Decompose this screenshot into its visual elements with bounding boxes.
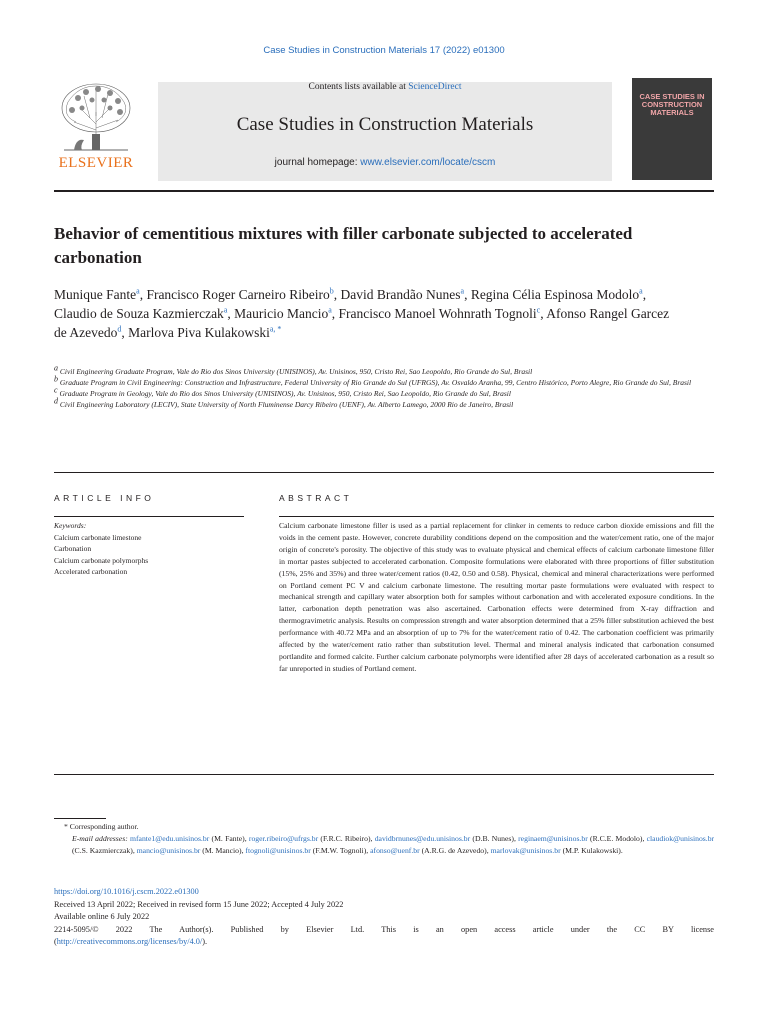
email-owner: (F.M.W. Tognoli)	[312, 846, 367, 855]
author-separator: ,	[540, 306, 547, 321]
affiliation	[54, 396, 714, 410]
affiliation	[54, 374, 714, 388]
email-owner: (A.R.G. de Azevedo)	[421, 846, 487, 855]
homepage-link[interactable]: www.elsevier.com/locate/cscm	[360, 157, 496, 168]
license-open: (	[54, 937, 57, 946]
author-name[interactable]: Afonso Rangel Garcez de Azevedo	[54, 306, 670, 340]
journal-homepage	[158, 157, 612, 168]
header-divider	[54, 190, 714, 192]
keyword-list	[54, 532, 254, 578]
affiliation-key: c	[54, 385, 58, 395]
email-owner: (F.R.C. Ribeiro)	[320, 834, 371, 843]
elsevier-wordmark: ELSEVIER	[58, 155, 134, 171]
footnote-divider	[54, 818, 106, 819]
homepage-prefix: journal homepage:	[274, 157, 361, 168]
affiliation-marker[interactable]: a	[460, 286, 465, 296]
affiliation-marker[interactable]: a, *	[269, 324, 282, 334]
affiliation-marker[interactable]: b	[329, 286, 334, 296]
affiliation-marker[interactable]: a	[328, 305, 332, 315]
email-link[interactable]: marlovak@unisinos.br	[490, 846, 561, 855]
keywords-label: Keywords:	[54, 521, 87, 530]
author-separator: ,	[227, 306, 235, 321]
author-name[interactable]: Francisco Roger Carneiro Ribeiro	[146, 287, 330, 302]
author-separator: ,	[464, 287, 471, 302]
affiliation-text: Graduate Program in Civil Engineering: Construction and Infrastructure, Federal University of Rio Grande do Sul (UFRGS), Av. Osvaldo Aranha, 99, Centro Histórico, Porto Alegre, Rio Grande do Sul, Brasil	[59, 378, 692, 387]
keywords-block	[54, 520, 254, 578]
abstract-text: Calcium carbonate limestone filler is used as a partial replacement for clinker in cements to reduce carbon dioxide emissions and fill the voids in the cement paste. However, concrete durability conditions depend on the composition and the water/cement ratio, one of the major origin of concrete's porosity. The objective of this study was to evaluate physical and chemical effects of calcium carbonate limestone filler in mortar pastes subjected to accelerated carbonation. Composite formulations were elaborated with three proportions of filler substitution (15%, 25% and 35%) and three water/cement ratios (0.42, 0.50 and 0.58). Physical, chemical and mineral characterizations were performed on Portland cement PC V and calcium carbonate limestone. The resulting mortar paste formulations were evaluated with respect to mechanical strength and capillary water absorption both for samples without carbonation and with accelerated exposure conditions. In the latter, carbonation depth penetration was also ascertained. Carbonation effects were determined from X-ray diffraction and thermogravimetric analysis. Results on compression strength and water absorption determined that a 25% filler substitution achieved the best performance with 40.72 MPa and an absorption of up to 7% for the water/cement ratio of 0.42. The carbonation coefficient was primarily affected by the water/cement ratio rather than substitution level. Thermal and mineral analysis indicated that carbonation consumed portlandite and formed calcite. Further calcium carbonate polymorphs were identified after 28 days of accelerated carbonation as a result so far unreported in studies of Portland cement.	[279, 521, 714, 673]
divider	[279, 516, 714, 517]
email-link[interactable]: davidbrnunes@edu.unisinos.br	[374, 834, 471, 843]
author-separator: ,	[333, 287, 341, 302]
affiliation-marker[interactable]: c	[536, 305, 541, 315]
divider	[54, 516, 244, 517]
author-name[interactable]: David Brandão Nunes	[340, 287, 461, 302]
author-name[interactable]: Marlova Piva Kulakowski	[128, 325, 270, 340]
contents-prefix: Contents lists available at	[308, 82, 409, 92]
email-link[interactable]: roger.ribeiro@ufrgs.br	[248, 834, 319, 843]
abstract-heading: ABSTRACT	[279, 493, 353, 503]
email-owner: (C.S. Kazmierczak)	[72, 846, 133, 855]
journal-title: Case Studies in Construction Materials	[236, 114, 534, 135]
affiliation-marker[interactable]: a	[223, 305, 228, 315]
email-link[interactable]: mancio@unisinos.br	[136, 846, 201, 855]
email-link[interactable]: mfante1@edu.unisinos.br	[130, 834, 210, 843]
keyword: Calcium carbonate polymorphs	[54, 555, 149, 565]
author-separator: ,	[121, 325, 129, 340]
email-owner: (M.P. Kulakowski).	[562, 846, 623, 855]
affiliation-key: a	[54, 363, 58, 373]
corresponding-author-note: * Corresponding author.	[64, 822, 139, 831]
author-name[interactable]: Claudio de Souza Kazmierczak	[54, 306, 224, 321]
keyword: Carbonation	[54, 544, 92, 553]
affiliation-marker[interactable]: a	[639, 286, 643, 296]
affiliation-text: Civil Engineering Laboratory (LECIV), State University of North Fluminense Darcy Ribeiro (UENF), Av. Alberto Lamego, 2000 Rio de Janeiro, Brasil	[59, 400, 514, 409]
license-line: 2214-5095/© 2022 The Author(s). Published by Elsevier Ltd. This is an open access article under the CC BY license	[54, 924, 714, 934]
author-name[interactable]: Regina Célia Espinosa Modolo	[470, 287, 640, 302]
publication-info	[54, 886, 714, 949]
affiliation	[54, 385, 714, 399]
sciencedirect-link[interactable]: ScienceDirect	[408, 82, 462, 92]
affiliation-key: b	[54, 374, 58, 384]
email-owner: (M. Fante)	[211, 834, 245, 843]
available-online: Available online 6 July 2022	[54, 912, 150, 921]
email-link[interactable]: afonso@uenf.br	[370, 846, 420, 855]
author-list	[54, 285, 674, 342]
affiliation-key: d	[54, 396, 58, 406]
license-link-line	[54, 936, 714, 949]
divider	[54, 774, 714, 775]
affiliation-text: Civil Engineering Graduate Program, Vale do Rio dos Sinos University (UNISINOS), Av. Unisinos, 950, Cristo Rei, Sao Leopoldo, Rio Grande do Sul, Brasil	[59, 367, 533, 376]
email-link[interactable]: ftognoli@unisinos.br	[245, 846, 311, 855]
email-label: E-mail addresses:	[72, 834, 128, 843]
footnotes	[54, 821, 714, 857]
article-info-heading: ARTICLE INFO	[54, 493, 155, 503]
keyword: Accelerated carbonation	[54, 567, 128, 576]
contents-line	[158, 82, 612, 92]
article-title: Behavior of cementitious mixtures with filler carbonate subjected to accelerated carbonation	[54, 224, 633, 267]
affiliation-text: Graduate Program in Geology, Vale do Rio dos Sinos University (UNISINOS), Av. Unisinos, 950, Cristo Rei, Sao Leopoldo, Rio Grande do Sul, Brasil	[59, 389, 511, 398]
author-separator: ,	[139, 287, 147, 302]
email-owner: (M. Mancio)	[202, 846, 242, 855]
cover-title: CASE STUDIES IN CONSTRUCTION MATERIALS	[639, 92, 705, 117]
email-addresses: E-mail addresses: mfante1@edu.unisinos.br (M. Fante), roger.ribeiro@ufrgs.br (F.R.C. Ribeiro), davidbrnunes@edu.unisinos.br (D.B. Nunes), reginaem@unisinos.br (R.C.E. Modolo), claudiok@unisinos.br (C.S. Kazmierczak), mancio@unisinos.br (M. Mancio), ftognoli@unisinos.br (F.M.W. Tognoli), afonso@uenf.br (A.R.G. de Azevedo), marlovak@unisinos.br (M.P. Kulakowski).	[72, 834, 715, 855]
author-separator: ,	[642, 287, 647, 302]
license-close: ).	[202, 937, 208, 946]
affiliation	[54, 363, 714, 377]
journal-citation[interactable]: Case Studies in Construction Materials 17 (2022) e01300	[263, 45, 505, 56]
email-link[interactable]: claudiok@unisinos.br	[646, 834, 715, 843]
doi-link[interactable]: https://doi.org/10.1016/j.cscm.2022.e01300	[54, 887, 199, 896]
affiliation-marker[interactable]: d	[117, 324, 122, 334]
email-owner: (R.C.E. Modolo)	[590, 834, 643, 843]
affiliation-marker[interactable]: a	[136, 286, 140, 296]
divider	[54, 472, 714, 473]
email-owner: (D.B. Nunes)	[472, 834, 514, 843]
affiliation-list	[54, 363, 714, 410]
keyword: Calcium carbonate limestone	[54, 532, 142, 542]
author-name[interactable]: Mauricio Mancio	[234, 306, 329, 321]
author-name[interactable]: Francisco Manoel Wohnrath Tognoli	[338, 306, 537, 321]
author-name[interactable]: Munique Fante	[54, 287, 137, 302]
email-link[interactable]: reginaem@unisinos.br	[518, 834, 588, 843]
received-dates: Received 13 April 2022; Received in revised form 15 June 2022; Accepted 4 July 2022	[54, 899, 344, 909]
author-separator: ,	[331, 306, 339, 321]
license-link[interactable]: http://creativecommons.org/licenses/by/4.0/	[56, 937, 203, 946]
